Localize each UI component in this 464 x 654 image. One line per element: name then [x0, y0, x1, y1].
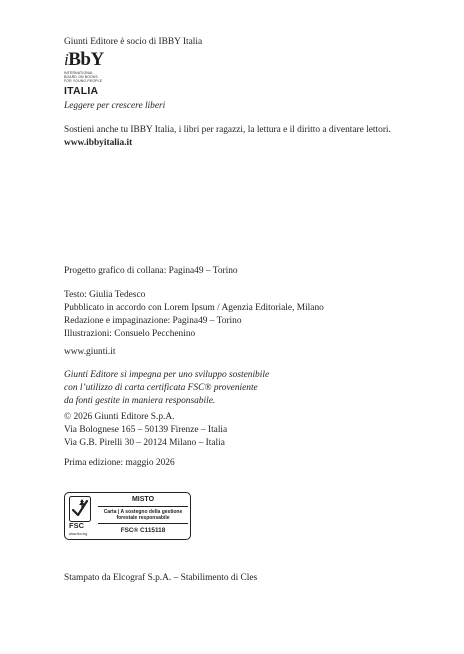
illustrations-credit: Illustrazioni: Consuelo Pecchenino: [64, 329, 196, 339]
ibby-membership-line: Giunti Editore è socio di IBBY Italia: [64, 37, 203, 47]
giunti-url-block: [64, 346, 115, 359]
ibby-logo-letters: BbY: [68, 49, 104, 70]
fsc-license-code: FSC® C115118: [120, 527, 166, 534]
ibby-logo-i: i: [64, 50, 69, 69]
graphic-design-credit: Progetto grafico di collana: Pagina49 – Torino: [64, 266, 238, 276]
giunti-url-link[interactable]: www.giunti.it: [64, 347, 116, 357]
sustainability-note: Giunti Editore si impegna per uno sviluppo sostenibile con l’utilizzo di carta certificata FSC® proveniente da fonti gestite in maniera responsabile.: [64, 370, 270, 406]
address-milan: Via G.B. Pirelli 30 – 20124 Milano – Italia: [64, 438, 225, 448]
editing-credit: Redazione e impaginazione: Pagina49 – Torino: [64, 316, 242, 326]
fsc-type: MISTO: [131, 496, 155, 503]
address-florence: Via Bolognese 165 – 50139 Firenze – Italia: [64, 425, 228, 435]
text-author: Testo: Giulia Tedesco: [64, 290, 146, 300]
fsc-divider: [98, 506, 188, 507]
ibby-logo: [64, 50, 110, 70]
printer-line: Stampato da Elcograf S.p.A. – Stabilimento di Cles: [64, 573, 258, 583]
fsc-url: www.fsc.org: [69, 532, 88, 536]
ibby-logo-country: ITALIA: [64, 85, 99, 97]
credits-block: [64, 289, 324, 341]
fsc-logo-text: FSC: [69, 521, 84, 530]
fsc-tree-check-icon: [69, 496, 91, 522]
ibby-logo-subtitle: INTERNATIONAL BOARD ON BOOKS FOR YOUNG PEOPLE: [64, 71, 103, 83]
fsc-certification-label: [64, 492, 191, 540]
ibby-tagline: Leggere per crescere liberi: [64, 101, 166, 111]
support-block: [64, 124, 391, 150]
publishing-agreement: Pubblicato in accordo con Lorem Ipsum / Agenzia Editoriale, Milano: [64, 303, 324, 313]
support-text: Sostieni anche tu IBBY Italia, i libri per ragazzi, la lettura e il diritto a diventare lettori.: [64, 125, 391, 135]
copyright-line: © 2026 Giunti Editore S.p.A.: [64, 412, 175, 422]
copyright-block: [64, 411, 227, 450]
fsc-info: [98, 496, 188, 534]
fsc-logo-area: [69, 496, 97, 536]
ibby-url-link[interactable]: www.ibbyitalia.it: [64, 138, 133, 148]
fsc-description: Carta | A sostegno della gestione forestale responsabile: [103, 509, 183, 521]
edition-line: Prima edizione: maggio 2026: [64, 458, 175, 468]
fsc-divider-2: [98, 523, 188, 524]
